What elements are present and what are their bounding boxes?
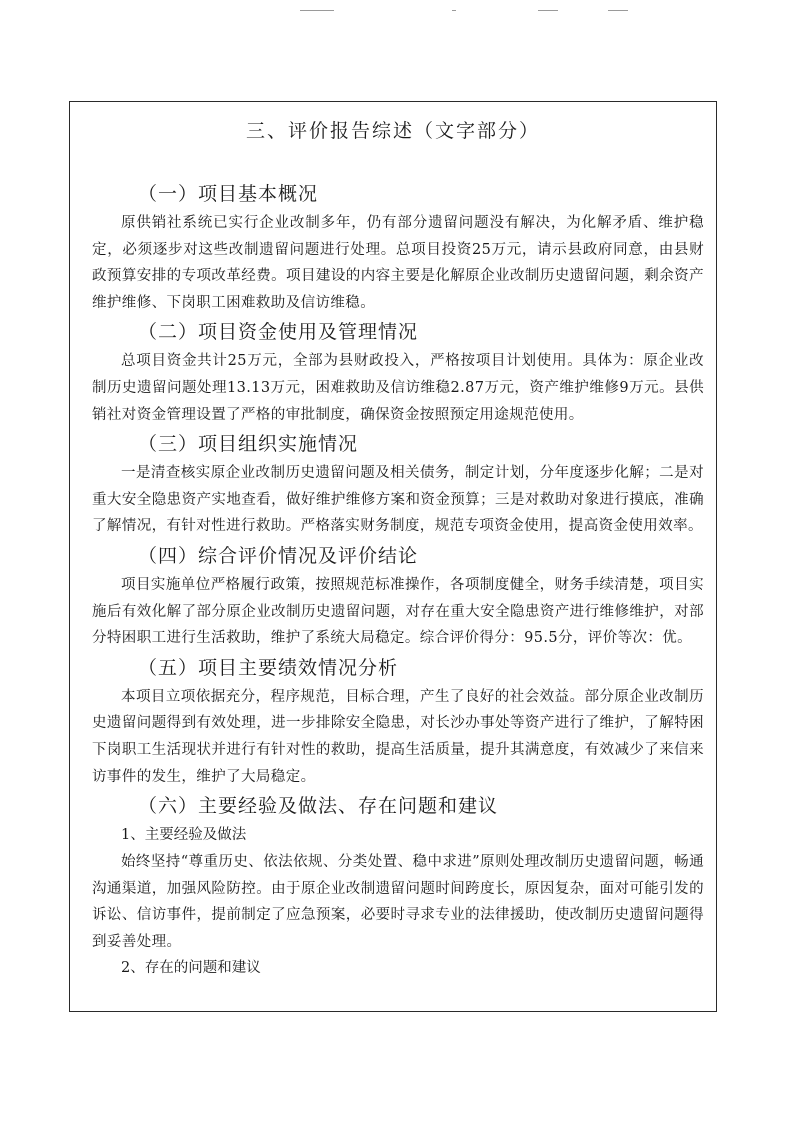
section-body: 总项目资金共计25万元，全部为县财政投入，严格按项目计划使用。具体为：原企业改制历史遗留问题处理13.13万元，困难救助及信访维稳2.87万元，资产维护维修9万元。县供销社对资金管理设置了严格的审批制度，确保资金按照预定用途规范使用。 bbox=[92, 353, 704, 423]
section-body: 始终坚持“尊重历史、依法依规、分类处置、稳中求进”原则处理改制历史遗留问题，畅通沟通渠道，加强风险防控。由于原企业改制遗留问题时间跨度长，原因复杂，面对可能引发的诉讼、信访事件，提前制定了应急预案，必要时寻求专业的法律援助，使改制历史遗留问题得到妥善处理。 bbox=[92, 854, 704, 950]
scan-mark bbox=[538, 10, 558, 11]
subsection-heading: 1、主要经验及做法 bbox=[121, 827, 247, 844]
scan-mark bbox=[452, 10, 456, 11]
report-content bbox=[92, 178, 704, 982]
section-body: 一是清查核实原企业改制历史遗留问题及相关债务，制定计划，分年度逐步化解；二是对重大安全隐患资产实地查看，做好维护维修方案和资金预算；三是对救助对象进行摸底，准确了解情况，有针对性进行救助。严格落实财务制度，规范专项资金使用，提高资金使用效率。 bbox=[92, 465, 704, 535]
section-heading: （四）综合评价情况及评价结论 bbox=[138, 544, 419, 567]
report-frame bbox=[69, 101, 717, 1012]
section-body: 本项目立项依据充分，程序规范，目标合理，产生了良好的社会效益。部分原企业改制历史遗留问题得到有效处理，进一步排除安全隐患，对长沙办事处等资产进行了维护，了解特困下岗职工生活现状并进行有针对性的救助，提高生活质量，提升其满意度，有效减少了来信来访事件的发生，维护了大局稳定。 bbox=[92, 688, 704, 785]
section-heading: （一）项目基本概况 bbox=[138, 183, 319, 205]
section-body: 项目实施单位严格履行政策，按照规范标准操作，各项制度健全，财务手续清楚，项目实施后有效化解了部分原企业改制历史遗留问题，对存在重大安全隐患资产进行维修维护，对部分特困职工进行生活救助，维护了系统大局稳定。综合评价得分：95.5分，评价等次：优。 bbox=[92, 576, 704, 647]
section-heading: （六）主要经验及做法、存在问题和建议 bbox=[138, 795, 499, 818]
subsection-heading: 2、存在的问题和建议 bbox=[121, 960, 261, 977]
section-heading: （五）项目主要绩效情况分析 bbox=[138, 656, 399, 679]
section-heading: （二）项目资金使用及管理情况 bbox=[138, 321, 419, 344]
section-body: 原供销社系统已实行企业改制多年，仍有部分遗留问题没有解决，为化解矛盾、维护稳定，必须逐步对这些改制遗留问题进行处理。总项目投资25万元，请示县政府同意，由县财政预算安排的专项改革经费。项目建设的内容主要是化解原企业改制历史遗留问题，剩余资产维护维修、下岗职工困难救助及信访维稳。 bbox=[92, 215, 704, 311]
page-title: 三、评价报告综述（文字部分） bbox=[245, 120, 540, 142]
scan-mark bbox=[300, 10, 334, 11]
section-heading: （三）项目组织实施情况 bbox=[138, 433, 359, 456]
scan-mark bbox=[608, 10, 628, 11]
